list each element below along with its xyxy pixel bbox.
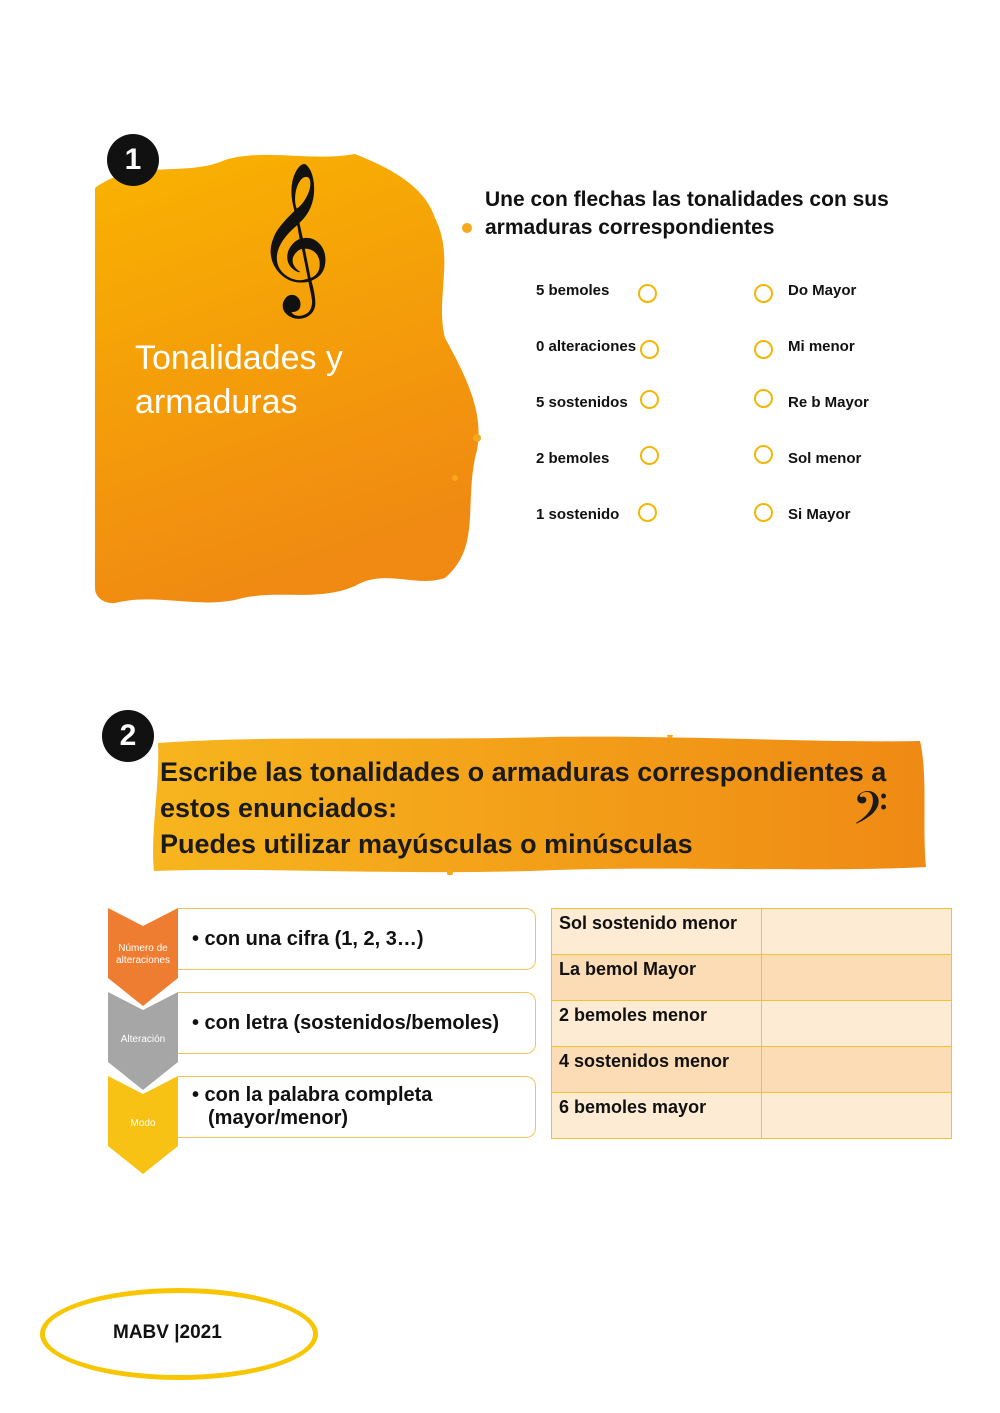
question-cell: 4 sostenidos menor: [552, 1047, 762, 1093]
bass-clef-icon: 𝄢: [852, 782, 889, 847]
list-item: 1 sostenido: [536, 506, 620, 523]
question-cell: Sol sostenido menor: [552, 909, 762, 955]
section-1-title: Tonalidades y armaduras: [135, 339, 343, 421]
rule-label: Alteración: [120, 1034, 166, 1045]
table-row: [552, 909, 952, 955]
rule-box: • con una cifra (1, 2, 3…): [178, 908, 536, 970]
list-item: Do Mayor: [788, 282, 857, 299]
answer-input-cell[interactable]: [762, 955, 952, 1001]
list-item: 0 alteraciones: [536, 338, 637, 355]
list-item: 5 sostenidos: [536, 394, 628, 411]
answer-input-cell[interactable]: [762, 1093, 952, 1139]
left-connector-circle[interactable]: [640, 390, 659, 409]
right-connector-circle[interactable]: [754, 340, 773, 359]
treble-clef-icon: 𝄞: [255, 160, 332, 312]
footer-text: MABV |2021: [113, 1322, 222, 1343]
right-connector-circle[interactable]: [754, 445, 773, 464]
list-item: Si Mayor: [788, 506, 851, 523]
left-connector-circle[interactable]: [638, 503, 657, 522]
step-number: 2: [119, 719, 137, 752]
list-item: 2 bemoles: [536, 450, 610, 467]
right-connector-circle[interactable]: [754, 503, 773, 522]
rule-label: Modo: [130, 1118, 156, 1129]
table-row: [552, 1093, 952, 1139]
section-1-instruction: Une con flechas las tonalidades con sus armaduras correspondientes: [485, 188, 889, 239]
rule-box: • con letra (sostenidos/bemoles): [178, 992, 536, 1054]
list-item: Mi menor: [788, 338, 855, 355]
right-column: [788, 282, 869, 562]
left-connector-circle[interactable]: [640, 340, 659, 359]
left-connector-circle[interactable]: [638, 284, 657, 303]
section-2-instruction: Escribe las tonalidades o armaduras correspondientes a estos enunciados: Puedes utilizar mayúsculas o minúsculas: [160, 757, 887, 859]
list-item: Sol menor: [788, 450, 862, 467]
right-connector-circle[interactable]: [754, 389, 773, 408]
answer-input-cell[interactable]: [762, 909, 952, 955]
left-connector-circle[interactable]: [640, 446, 659, 465]
question-cell: 6 bemoles mayor: [552, 1093, 762, 1139]
section-1: [95, 118, 965, 608]
question-cell: La bemol Mayor: [552, 955, 762, 1001]
step-number: 1: [124, 143, 142, 176]
answers-table: [551, 908, 952, 1139]
left-column: [536, 282, 636, 562]
question-cell: 2 bemoles menor: [552, 1001, 762, 1047]
step-badge-1: [107, 134, 159, 186]
table-row: [552, 1047, 952, 1093]
list-item: Re b Mayor: [788, 394, 869, 411]
table-row: [552, 1001, 952, 1047]
right-connector-circle[interactable]: [754, 284, 773, 303]
rule-label: Número de alteraciones: [116, 943, 170, 966]
list-item: 5 bemoles: [536, 282, 610, 299]
step-badge-2: [102, 710, 154, 762]
rule-box: • con la palabra completa (mayor/menor): [178, 1076, 536, 1138]
answer-input-cell[interactable]: [762, 1001, 952, 1047]
table-row: [552, 955, 952, 1001]
answer-input-cell[interactable]: [762, 1047, 952, 1093]
